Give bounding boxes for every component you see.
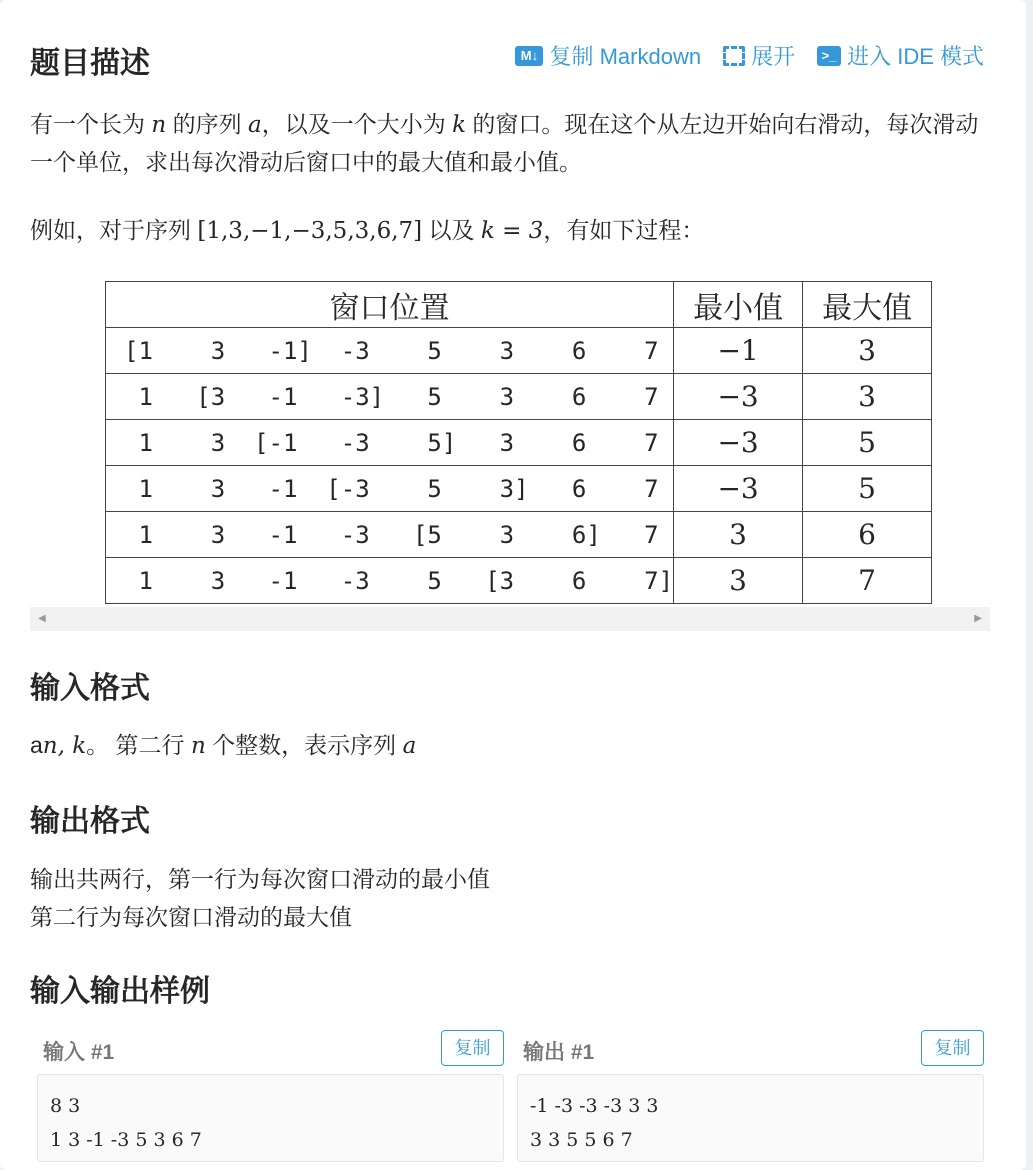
table-row [106, 558, 932, 604]
window-cell: 1 3 -1 -3 [5 3 6] 7 [106, 512, 674, 558]
copy-markdown-label: 复制 Markdown [549, 44, 702, 69]
sample-output-content: -1 -3 -3 -3 3 3 3 3 5 5 6 7 [517, 1074, 984, 1162]
scroll-left-icon[interactable]: ◀ [38, 613, 46, 624]
samples-title: 输入输出样例 [30, 975, 210, 1008]
table-row [106, 420, 932, 466]
window-cell: 1 3 -1 [-3 5 3] 6 7 [106, 466, 674, 512]
toolbar [515, 40, 984, 71]
min-cell: −3 [674, 374, 803, 420]
table-row [106, 374, 932, 420]
table-row [106, 466, 932, 512]
window-cell: 1 [3 -1 -3] 5 3 6 7 [106, 374, 674, 420]
input-format-text: an, k。 第二行 n 个整数，表示序列 a [30, 732, 417, 759]
table-row [106, 512, 932, 558]
max-cell: 3 [803, 374, 932, 420]
sample-input-content: 8 3 1 3 -1 -3 5 3 6 7 [37, 1074, 504, 1162]
page-title: 题目描述 [30, 47, 150, 80]
description-paragraph: 有一个长为 n 的序列 a，以及一个大小为 k 的窗口。现在这个从左边开始向右滑动，每次滑动一个单位，求出每次滑动后窗口中的最大值和最小值。 [30, 111, 979, 175]
min-cell: 3 [674, 512, 803, 558]
output-format-line1: 输出共两行，第一行为每次窗口滑动的最小值 [30, 866, 490, 892]
scroll-right-icon[interactable]: ▶ [974, 613, 982, 624]
sample-output-label: 输出 #1 [523, 1041, 595, 1064]
window-cell: 1 3 [-1 -3 5] 3 6 7 [106, 420, 674, 466]
max-cell: 5 [803, 420, 932, 466]
expand-label: 展开 [751, 44, 796, 69]
output-format-title: 输出格式 [30, 805, 150, 838]
header-min: 最小值 [674, 282, 803, 328]
sample-input-label: 输入 #1 [43, 1041, 115, 1064]
window-cell: 1 3 -1 -3 5 [3 6 7] [106, 558, 674, 604]
expand-icon [723, 46, 745, 66]
copy-markdown-button[interactable] [515, 40, 701, 71]
table-header [106, 282, 932, 328]
max-cell: 7 [803, 558, 932, 604]
header-max: 最大值 [803, 282, 932, 328]
enter-ide-button[interactable] [817, 40, 984, 71]
window-cell: [1 3 -1] -3 5 3 6 7 [106, 328, 674, 374]
max-cell: 6 [803, 512, 932, 558]
horizontal-scrollbar[interactable] [30, 607, 990, 631]
example-paragraph: 例如，对于序列 [1,3,−1,−3,5,3,6,7] 以及 k = 3，有如下过程： [30, 217, 705, 244]
input-format-title: 输入格式 [30, 672, 150, 705]
output-format-line2: 第二行为每次窗口滑动的最大值 [30, 904, 352, 930]
markdown-icon: M↓ [515, 46, 543, 66]
min-cell: −1 [674, 328, 803, 374]
min-cell: 3 [674, 558, 803, 604]
copy-output-button[interactable]: 复制 [921, 1030, 984, 1066]
terminal-icon: >_ [817, 46, 841, 66]
min-cell: −3 [674, 466, 803, 512]
sliding-window-table [105, 281, 932, 604]
enter-ide-label: 进入 IDE 模式 [847, 44, 984, 69]
max-cell: 5 [803, 466, 932, 512]
copy-input-button[interactable]: 复制 [441, 1030, 504, 1066]
header-window: 窗口位置 [106, 282, 674, 328]
expand-button[interactable] [723, 40, 795, 71]
min-cell: −3 [674, 420, 803, 466]
max-cell: 3 [803, 328, 932, 374]
table-row [106, 328, 932, 374]
